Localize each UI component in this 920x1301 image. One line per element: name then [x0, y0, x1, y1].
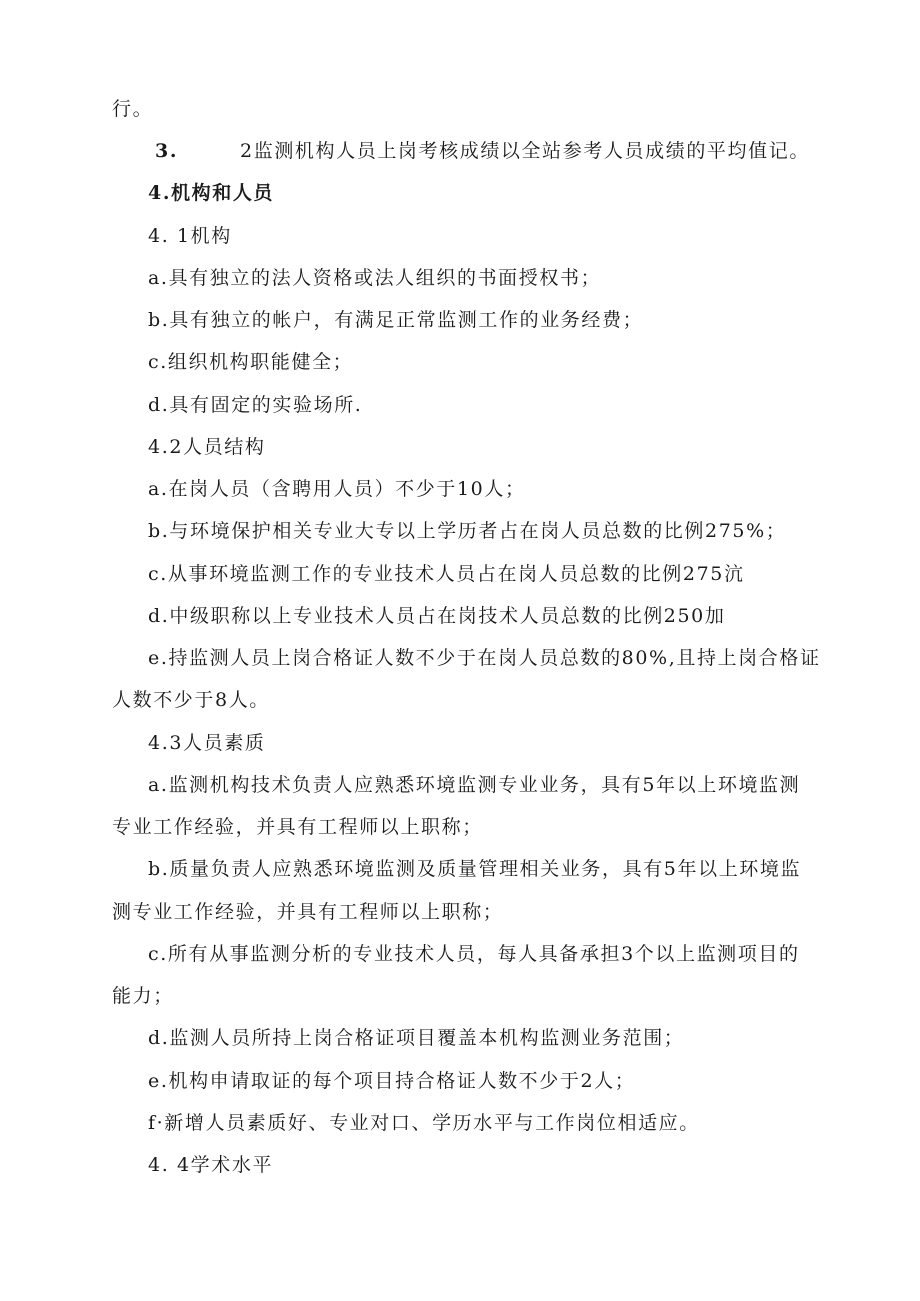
text-line-21: c.所有从事监测分析的专业技术人员，每人具备承担3个以上监测项目的: [148, 943, 800, 965]
text-line-25: f·新增人员素质好、专业对口、学历水平与工作岗位相适应。: [148, 1112, 700, 1134]
subheading-4-4: 4. 4学术水平: [148, 1154, 274, 1176]
text-line-14: e.持监测人员上岗合格证人数不少于在岗人员总数的80%,且持上岗合格证: [148, 647, 821, 669]
text-line-10: a.在岗人员（含聘用人员）不少于10人；: [148, 478, 526, 500]
text-line-18: 专业工作经验，并具有工程师以上职称；: [112, 816, 483, 838]
text-line-7: c.组织机构职能健全；: [148, 351, 354, 373]
text-line-20: 测专业工作经验，并具有工程师以上职称；: [112, 901, 504, 923]
text-line-17: a.监测机构技术负责人应熟悉环境监测专业业务，具有5年以上环境监测: [148, 774, 801, 796]
text-line-23: d.监测人员所持上岗合格证项目覆盖本机构监测业务范围；: [148, 1027, 685, 1049]
text-line-15: 人数不少于8人。: [112, 689, 270, 711]
subheading-4-2: 4.2人员结构: [148, 436, 266, 458]
text-line-2: [155, 139, 810, 163]
subheading-4-1: 4. 1机构: [148, 225, 232, 247]
text-line-11: b.与环境保护相关专业大专以上学历者占在岗人员总数的比例275%；: [148, 520, 787, 542]
text-line-19: b.质量负责人应熟悉环境监测及质量管理相关业务，具有5年以上环境监: [148, 858, 802, 880]
text-line-5: a.具有独立的法人资格或法人组织的书面授权书；: [148, 267, 602, 289]
section-heading-4: 4.机构和人员: [148, 182, 275, 204]
text-line-12: c.从事环境监测工作的专业技术人员占在岗人员总数的比例275沆: [148, 563, 745, 585]
line-text: 2监测机构人员上岗考核成绩以全站参考人员成绩的平均值记。: [240, 140, 810, 162]
text-line-1: 行。: [112, 98, 154, 120]
subheading-4-3: 4.3人员素质: [148, 732, 266, 754]
text-line-8: d.具有固定的实验场所.: [148, 394, 363, 416]
text-line-22: 能力；: [112, 985, 174, 1007]
text-line-6: b.具有独立的帐户，有满足正常监测工作的业务经费；: [148, 309, 644, 331]
text-line-24: e.机构申请取证的每个项目持合格证人数不少于2人；: [148, 1070, 636, 1092]
text-line-13: d.中级职称以上专业技术人员占在岗技术人员总数的比例250加: [148, 605, 726, 627]
line-number: 3.: [155, 140, 179, 162]
